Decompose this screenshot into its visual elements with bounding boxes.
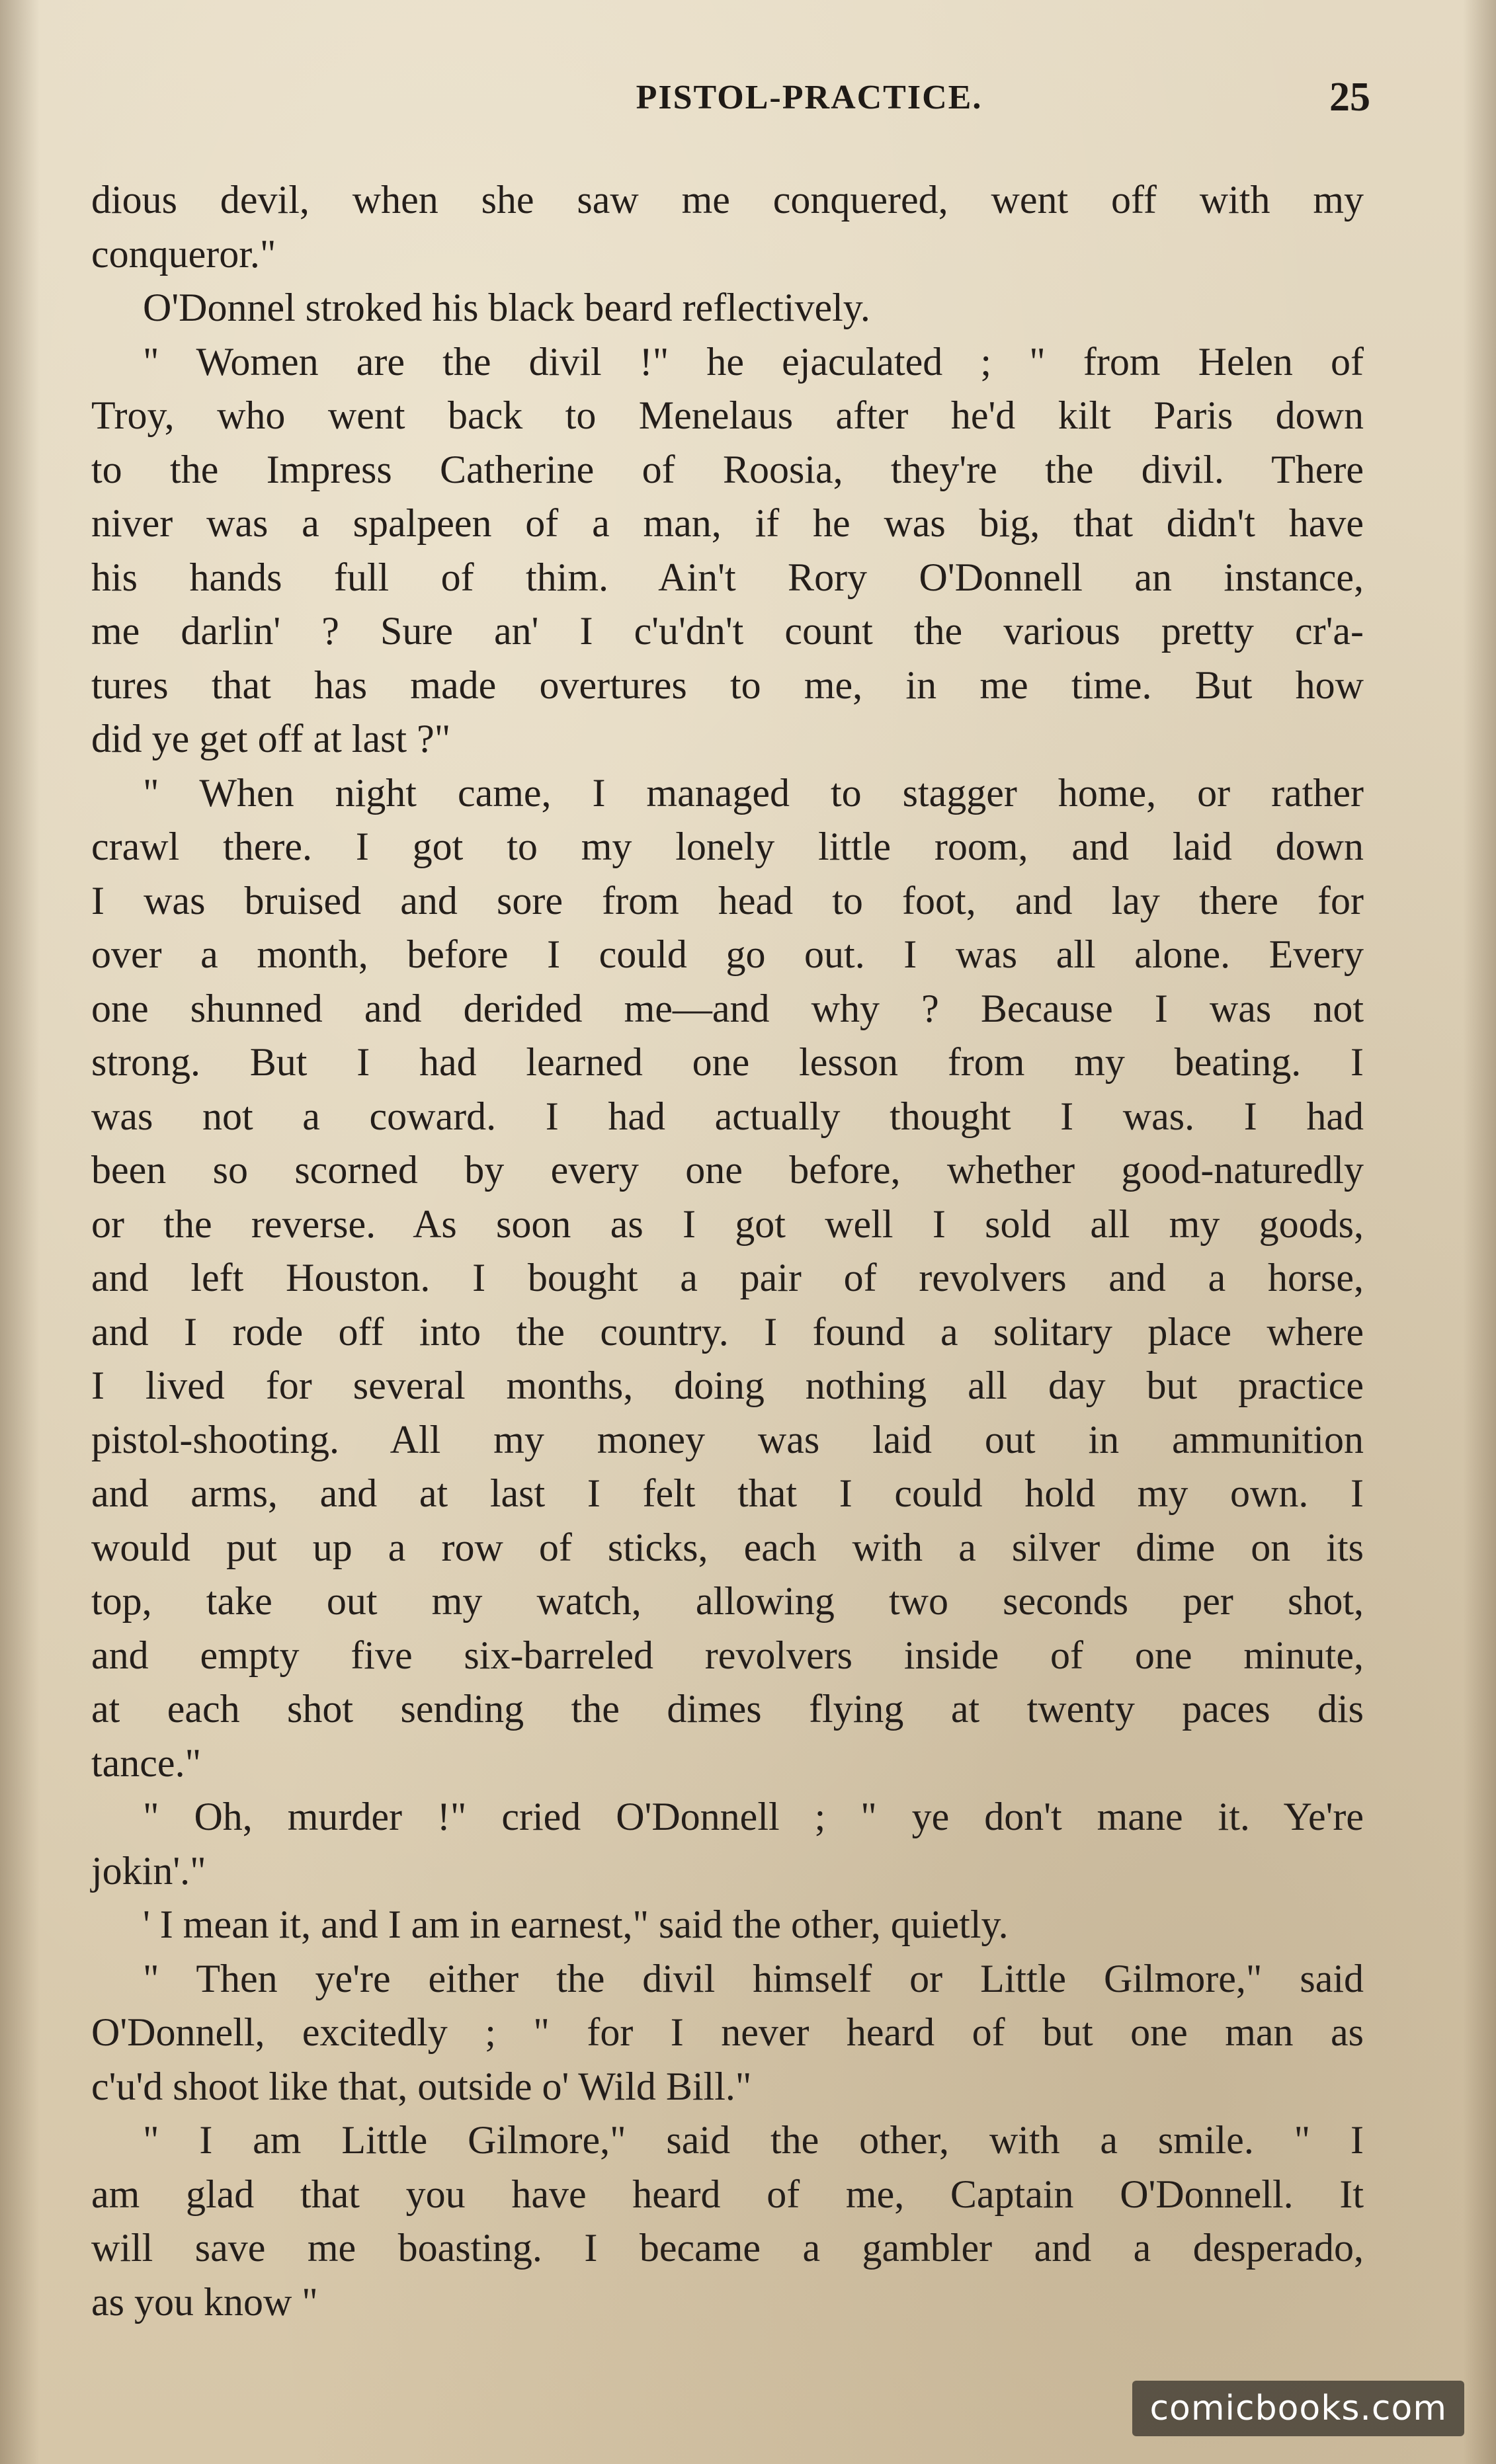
text-line: and arms, and at last I felt that I could hold my own. I <box>91 1471 1364 1515</box>
text-line: I lived for several months, doing nothing all day but practice <box>91 1364 1364 1407</box>
text-line: pistol-shooting. All my money was laid out in ammunition <box>91 1417 1364 1461</box>
text-line: dious devil, when she saw me conquered, went off with my <box>91 178 1364 222</box>
text-line: O'Donnel stroked his black beard reflectively. <box>143 286 870 329</box>
running-head <box>89 75 1370 138</box>
text-line: was not a coward. I had actually thought I was. I had <box>91 1094 1364 1138</box>
text-line: " Then ye're either the divil himself or Little Gilmore," said <box>143 1956 1364 2000</box>
text-line: crawl there. I got to my lonely little room, and laid down <box>91 825 1364 868</box>
text-line: tance." <box>91 1741 202 1785</box>
text-line: conqueror." <box>91 231 276 276</box>
text-line: over a month, before I could go out. I was all alone. Every <box>91 932 1364 976</box>
text-line: O'Donnell, excitedly ; " for I never heard of but one man as <box>91 2010 1364 2054</box>
text-line: would put up a row of sticks, each with a silver dime on its <box>91 1525 1364 1569</box>
text-line: and I rode off into the country. I found a solitary place where <box>91 1309 1364 1354</box>
text-line: strong. But I had learned one lesson from my beating. I <box>91 1040 1364 1084</box>
text-line: to the Impress Catherine of Roosia, they're the divil. There <box>91 447 1364 491</box>
page-number: 25 <box>1329 75 1370 120</box>
text-line: me darlin' ? Sure an' I c'u'dn't count the various pretty cr'a- <box>91 609 1364 653</box>
text-line: I was bruised and sore from head to foot, and lay there for <box>91 878 1364 923</box>
text-line: c'u'd shoot like that, outside o' Wild Bill." <box>91 2064 752 2108</box>
text-line: Troy, who went back to Menelaus after he'd kilt Paris down <box>91 393 1364 437</box>
text-line: ' I mean it, and I am in earnest," said the other, quietly. <box>143 1903 1009 1946</box>
text-line: " Women are the divil !" he ejaculated ; " from Helen of <box>143 339 1364 384</box>
text-line: and empty five six-barreled revolvers inside of one minute, <box>91 1633 1364 1677</box>
text-line: his hands full of thim. Ain't Rory O'Donnell an instance, <box>91 555 1364 599</box>
text-line: tures that has made overtures to me, in me time. But how <box>91 663 1364 707</box>
site-watermark: comicbooks.com <box>1132 2381 1464 2436</box>
text-line: am glad that you have heard of me, Captain O'Donnell. It <box>91 2172 1364 2216</box>
text-line: as you know " <box>91 2279 318 2324</box>
text-line: top, take out my watch, allowing two seconds per shot, <box>91 1579 1364 1623</box>
text-line: and left Houston. I bought a pair of revolvers and a horse, <box>91 1256 1364 1299</box>
text-line: one shunned and derided me—and why ? Because I was not <box>91 986 1364 1030</box>
page-edge-shadow-right <box>1463 0 1496 2464</box>
text-line: did ye get off at last ?" <box>91 717 451 760</box>
text-line: or the reverse. As soon as I got well I sold all my goods, <box>91 1202 1364 1246</box>
body-text <box>91 173 1364 2329</box>
text-line: at each shot sending the dimes flying at twenty paces dis <box>91 1687 1364 1731</box>
text-line: niver was a spalpeen of a man, if he was big, that didn't have <box>91 501 1364 545</box>
page-edge-shadow-left <box>0 0 40 2464</box>
text-line: " When night came, I managed to stagger home, or rather <box>143 770 1364 815</box>
text-line: been so scorned by every one before, whether good-naturedly <box>91 1148 1364 1192</box>
running-title: PISTOL-PRACTICE. <box>636 79 983 116</box>
text-line: " I am Little Gilmore," said the other, with a smile. " I <box>143 2118 1364 2162</box>
text-line: will save me boasting. I became a gambler and a desperado, <box>91 2226 1364 2270</box>
text-line: " Oh, murder !" cried O'Donnell ; " ye don't mane it. Ye're <box>143 1795 1364 1838</box>
text-line: jokin'." <box>91 1848 206 1893</box>
